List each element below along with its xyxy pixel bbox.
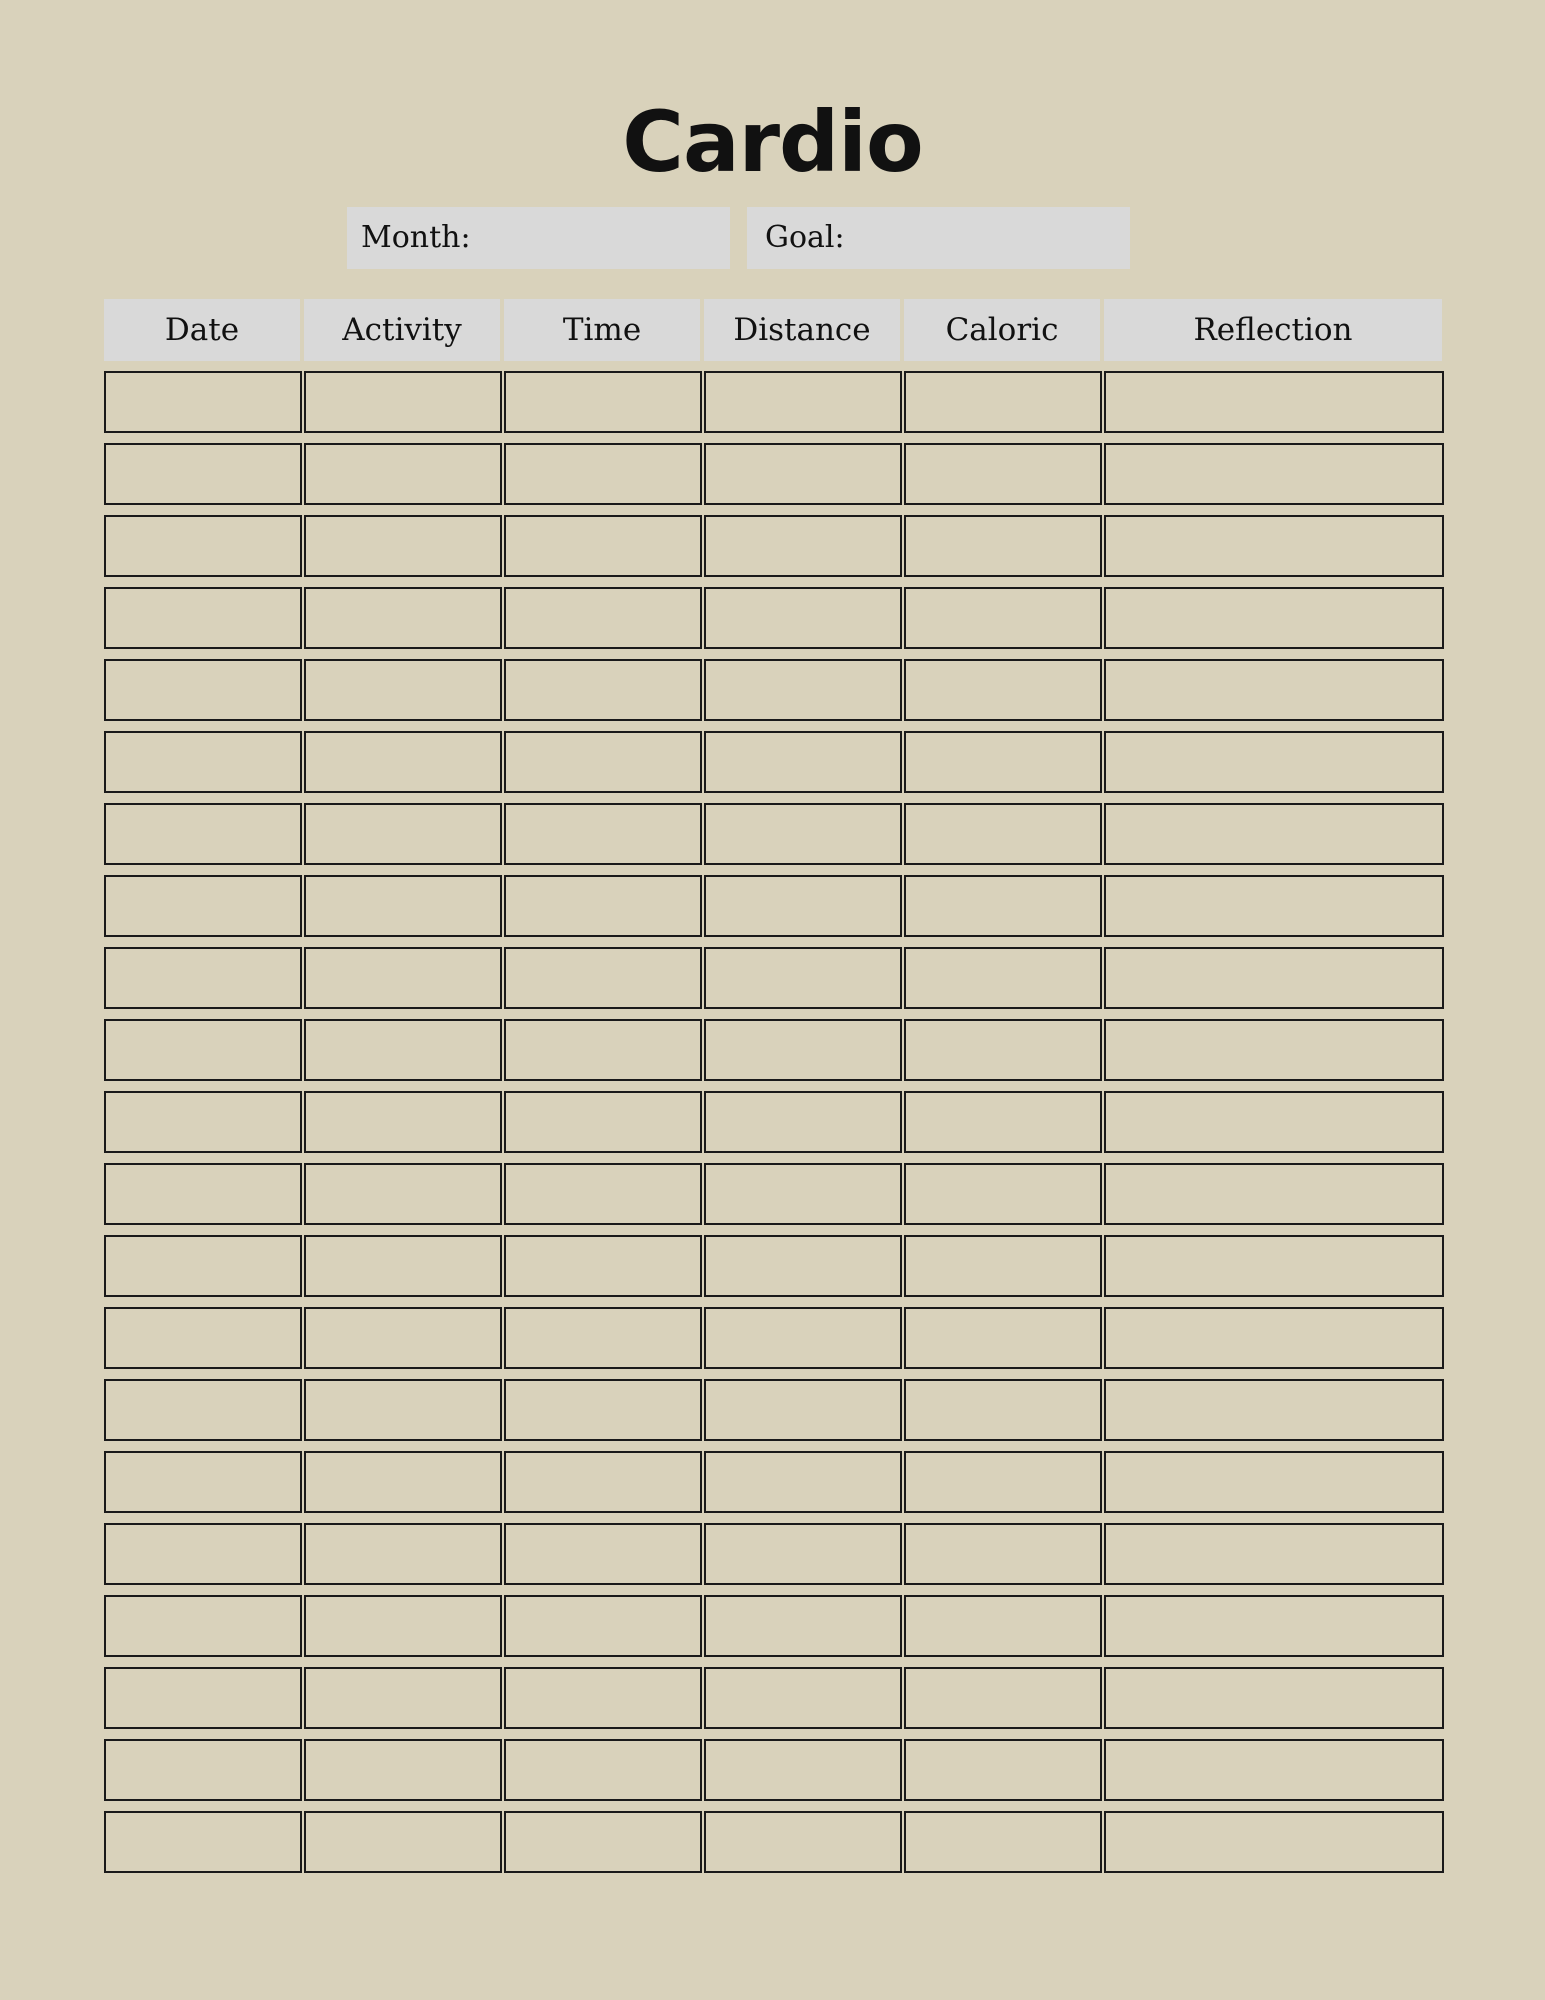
table-cell-date[interactable] — [104, 947, 302, 1009]
table-cell-caloric[interactable] — [904, 1091, 1102, 1153]
table-cell-date[interactable] — [104, 443, 302, 505]
table-cell-caloric[interactable] — [904, 1019, 1102, 1081]
column-header-time: Time — [504, 299, 700, 361]
table-cell-reflection[interactable] — [1104, 1667, 1444, 1729]
column-header-caloric: Caloric — [904, 299, 1100, 361]
table-cell-distance[interactable] — [704, 875, 902, 937]
table-cell-caloric[interactable] — [904, 443, 1102, 505]
table-cell-distance[interactable] — [704, 1811, 902, 1873]
table-cell-distance[interactable] — [704, 1451, 902, 1513]
table-cell-caloric[interactable] — [904, 1235, 1102, 1297]
table-cell-reflection[interactable] — [1104, 1307, 1444, 1369]
table-cell-caloric[interactable] — [904, 731, 1102, 793]
table-cell-date[interactable] — [104, 1523, 302, 1585]
table-cell-activity[interactable] — [304, 371, 502, 433]
table-cell-reflection[interactable] — [1104, 1379, 1444, 1441]
table-cell-time[interactable] — [504, 1307, 702, 1369]
table-cell-activity[interactable] — [304, 875, 502, 937]
table-cell-time[interactable] — [504, 1019, 702, 1081]
table-cell-distance[interactable] — [704, 443, 902, 505]
table-cell-time[interactable] — [504, 1091, 702, 1153]
table-cell-reflection[interactable] — [1104, 1163, 1444, 1225]
table-cell-date[interactable] — [104, 1451, 302, 1513]
table-cell-distance[interactable] — [704, 587, 902, 649]
table-cell-distance[interactable] — [704, 1163, 902, 1225]
table-cell-activity[interactable] — [304, 947, 502, 1009]
table-cell-date[interactable] — [104, 1163, 302, 1225]
table-cell-activity[interactable] — [304, 1667, 502, 1729]
table-cell-reflection[interactable] — [1104, 1091, 1444, 1153]
table-cell-date[interactable] — [104, 1811, 302, 1873]
table-cell-caloric[interactable] — [904, 1667, 1102, 1729]
column-header-activity: Activity — [304, 299, 500, 361]
table-cell-time[interactable] — [504, 1379, 702, 1441]
table-cell-reflection[interactable] — [1104, 1451, 1444, 1513]
table-cell-date[interactable] — [104, 371, 302, 433]
goal-field[interactable] — [747, 207, 1130, 269]
table-cell-distance[interactable] — [704, 1091, 902, 1153]
table-cell-caloric[interactable] — [904, 875, 1102, 937]
table-cell-reflection[interactable] — [1104, 947, 1444, 1009]
table-cell-activity[interactable] — [304, 587, 502, 649]
column-header-date: Date — [104, 299, 300, 361]
table-cell-distance[interactable] — [704, 1739, 902, 1801]
page-title: Cardio — [622, 93, 923, 191]
table-cell-time[interactable] — [504, 875, 702, 937]
table-cell-distance[interactable] — [704, 1595, 902, 1657]
table-cell-caloric[interactable] — [904, 1595, 1102, 1657]
table-cell-time[interactable] — [504, 1595, 702, 1657]
table-cell-activity[interactable] — [304, 1163, 502, 1225]
table-cell-distance[interactable] — [704, 659, 902, 721]
table-cell-date[interactable] — [104, 515, 302, 577]
table-cell-distance[interactable] — [704, 515, 902, 577]
table-cell-date[interactable] — [104, 1091, 302, 1153]
table-cell-distance[interactable] — [704, 803, 902, 865]
table-cell-reflection[interactable] — [1104, 1595, 1444, 1657]
table-cell-caloric[interactable] — [904, 659, 1102, 721]
table-cell-time[interactable] — [504, 659, 702, 721]
table-cell-time[interactable] — [504, 947, 702, 1009]
table-cell-time[interactable] — [504, 1451, 702, 1513]
table-cell-activity[interactable] — [304, 803, 502, 865]
table-cell-activity[interactable] — [304, 1379, 502, 1441]
table-cell-distance[interactable] — [704, 731, 902, 793]
table-cell-distance[interactable] — [704, 1523, 902, 1585]
table-cell-reflection[interactable] — [1104, 1523, 1444, 1585]
table-cell-date[interactable] — [104, 875, 302, 937]
table-cell-time[interactable] — [504, 1811, 702, 1873]
table-cell-distance[interactable] — [704, 1019, 902, 1081]
table-cell-caloric[interactable] — [904, 515, 1102, 577]
table-cell-reflection[interactable] — [1104, 1811, 1444, 1873]
table-cell-reflection[interactable] — [1104, 371, 1444, 433]
table-cell-activity[interactable] — [304, 1307, 502, 1369]
table-cell-date[interactable] — [104, 1019, 302, 1081]
table-cell-activity[interactable] — [304, 1235, 502, 1297]
table-cell-reflection[interactable] — [1104, 515, 1444, 577]
table-cell-caloric[interactable] — [904, 1163, 1102, 1225]
month-field[interactable] — [347, 207, 730, 269]
table-cell-date[interactable] — [104, 803, 302, 865]
table-cell-reflection[interactable] — [1104, 1739, 1444, 1801]
table-cell-time[interactable] — [504, 1163, 702, 1225]
table-cell-time[interactable] — [504, 1667, 702, 1729]
table-cell-time[interactable] — [504, 443, 702, 505]
table-cell-activity[interactable] — [304, 515, 502, 577]
table-cell-time[interactable] — [504, 1523, 702, 1585]
table-cell-date[interactable] — [104, 1739, 302, 1801]
table-cell-caloric[interactable] — [904, 1739, 1102, 1801]
table-cell-time[interactable] — [504, 587, 702, 649]
table-cell-date[interactable] — [104, 1307, 302, 1369]
table-cell-time[interactable] — [504, 1235, 702, 1297]
table-cell-caloric[interactable] — [904, 371, 1102, 433]
goal-label: Goal: — [765, 220, 845, 255]
table-cell-distance[interactable] — [704, 1307, 902, 1369]
table-cell-distance[interactable] — [704, 947, 902, 1009]
table-cell-reflection[interactable] — [1104, 587, 1444, 649]
table-cell-reflection[interactable] — [1104, 1235, 1444, 1297]
table-cell-date[interactable] — [104, 587, 302, 649]
table-cell-distance[interactable] — [704, 1235, 902, 1297]
table-cell-time[interactable] — [504, 731, 702, 793]
table-cell-date[interactable] — [104, 659, 302, 721]
table-cell-reflection[interactable] — [1104, 731, 1444, 793]
table-cell-activity[interactable] — [304, 731, 502, 793]
table-cell-reflection[interactable] — [1104, 443, 1444, 505]
column-header-distance: Distance — [704, 299, 900, 361]
table-cell-activity[interactable] — [304, 1811, 502, 1873]
table-cell-activity[interactable] — [304, 1595, 502, 1657]
table-cell-activity[interactable] — [304, 1451, 502, 1513]
column-header-reflection: Reflection — [1104, 299, 1442, 361]
table-cell-activity[interactable] — [304, 1523, 502, 1585]
table-cell-caloric[interactable] — [904, 1307, 1102, 1369]
table-cell-caloric[interactable] — [904, 587, 1102, 649]
table-cell-time[interactable] — [504, 803, 702, 865]
table-cell-time[interactable] — [504, 1739, 702, 1801]
table-cell-time[interactable] — [504, 515, 702, 577]
table-cell-date[interactable] — [104, 1379, 302, 1441]
table-cell-distance[interactable] — [704, 1379, 902, 1441]
table-cell-activity[interactable] — [304, 443, 502, 505]
table-cell-caloric[interactable] — [904, 1811, 1102, 1873]
table-cell-reflection[interactable] — [1104, 803, 1444, 865]
table-cell-reflection[interactable] — [1104, 659, 1444, 721]
table-cell-date[interactable] — [104, 1667, 302, 1729]
table-cell-caloric[interactable] — [904, 803, 1102, 865]
table-cell-activity[interactable] — [304, 1019, 502, 1081]
table-cell-caloric[interactable] — [904, 1379, 1102, 1441]
table-cell-caloric[interactable] — [904, 1451, 1102, 1513]
table-cell-caloric[interactable] — [904, 1523, 1102, 1585]
table-cell-reflection[interactable] — [1104, 1019, 1444, 1081]
table-cell-reflection[interactable] — [1104, 875, 1444, 937]
table-cell-date[interactable] — [104, 1235, 302, 1297]
table-cell-caloric[interactable] — [904, 947, 1102, 1009]
table-cell-distance[interactable] — [704, 371, 902, 433]
table-cell-date[interactable] — [104, 731, 302, 793]
table-cell-activity[interactable] — [304, 1739, 502, 1801]
table-cell-date[interactable] — [104, 1595, 302, 1657]
month-label: Month: — [361, 220, 471, 255]
table-cell-distance[interactable] — [704, 1667, 902, 1729]
table-cell-activity[interactable] — [304, 1091, 502, 1153]
table-cell-time[interactable] — [504, 371, 702, 433]
table-cell-activity[interactable] — [304, 659, 502, 721]
